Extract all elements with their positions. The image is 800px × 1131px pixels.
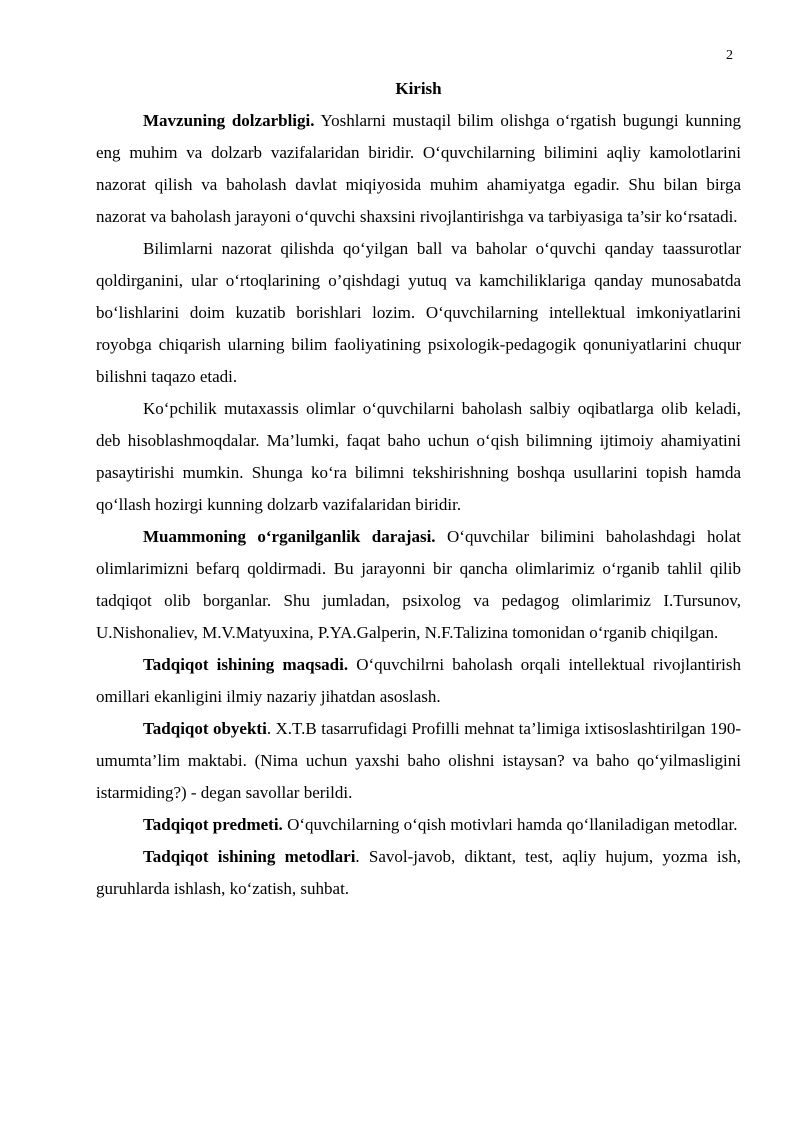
page-number: 2 xyxy=(726,48,733,63)
paragraph-lead: Muammoning o‘rganilganlik darajasi. xyxy=(143,527,436,546)
paragraph-lead: Tadqiqot obyekti xyxy=(143,719,267,738)
paragraph-text: Bilimlarni nazorat qilishda qo‘yilgan ball va baholar o‘quvchi qanday taassurotlar qoldirganini, ular o‘rtoqlarining o’qishdagi yutuq va kamchiliklariga qanday munosabatda bo‘lishlarini doim kuzatib borishlari lozim. O‘quvchilarning intellektual imkoniyatlarini royobga chiqarish ularning bilim faoliyatining psixologik-pedagogik qonuniyatlarini chuqur bilishni taqazo etadi. xyxy=(96,239,741,386)
paragraph-text: O‘quvchilar bilimini baholashdagi holat olimlarimizni befarq qoldirmadi. Bu jarayonni bir qancha olimlarimiz o‘rganib tahlil qilib tadqiqot olib borganlar. Shu jumladan, psixolog va pedagog olimlarimiz I.Tursunov, U.Nishonaliev, M.V.Matyuxina, P.YA.Galperin, N.F.Talizina tomonidan o‘rganib chiqilgan. xyxy=(96,527,741,642)
paragraph-expert-opinion xyxy=(96,393,741,521)
paragraph-research-subject xyxy=(96,809,741,841)
paragraph-lead: Tadqiqot ishining metodlari xyxy=(143,847,356,866)
paragraph-lead: Tadqiqot predmeti. xyxy=(143,815,283,834)
paragraph-lead: Mavzuning dolzarbligi. xyxy=(143,111,315,130)
paragraph-text: O‘quvchilrni baholash orqali intellektual rivojlantirish omillari ekanligini ilmiy nazariy jihatdan asoslash. xyxy=(96,655,741,706)
paragraph-text: Yoshlarni mustaqil bilim olishga o‘rgatish bugungi kunning eng muhim va dolzarb vazifalaridan biridir. O‘quvchilarning bilimini aqliy kamolotlarini nazorat qilish va baholash davlat miqiyosida muhim ahamiyatga egadir. Shu bilan birga nazorat va baholash jarayoni o‘quvchi shaxsini rivojlantirishga va tarbiyasiga ta’sir ko‘rsatadi. xyxy=(96,111,741,226)
paragraph-text: O‘quvchilarning o‘qish motivlari hamda qo‘llaniladigan metodlar. xyxy=(282,815,738,834)
paragraph-problem-study xyxy=(96,521,741,649)
paragraph-knowledge-control xyxy=(96,233,741,393)
paragraph-text: Ko‘pchilik mutaxassis olimlar o‘quvchilarni baholash salbiy oqibatlarga olib keladi, deb hisoblashmoqdalar. Ma’lumki, faqat baho uchun o‘qish bilimning ijtimoiy ahamiyatini pasaytirishi mumkin. Shunga ko‘ra bilimni tekshirishning boshqa usullarini topish hamda qo‘llash hozirgi kunning dolzarb vazifalaridan biridir. xyxy=(96,399,741,514)
paragraph-research-goal xyxy=(96,649,741,713)
paragraph-research-object xyxy=(96,713,741,809)
paragraph-text: . Savol-javob, diktant, test, aqliy hujum, yozma ish, guruhlarda ishlash, ko‘zatish, suhbat. xyxy=(96,847,741,898)
document-body xyxy=(96,73,741,905)
paragraph-lead: Tadqiqot ishining maqsadi. xyxy=(143,655,349,674)
paragraph-relevance xyxy=(96,105,741,233)
paragraph-text: . X.T.B tasarrufidagi Profilli mehnat ta’limiga ixtisoslashtirilgan 190-umumta’lim maktabi. (Nima uchun yaxshi baho olishni istaysan? va baho qo‘yilmasligini istarmiding?) - degan savollar berildi. xyxy=(96,719,741,802)
paragraph-research-methods xyxy=(96,841,741,905)
section-title: Kirish xyxy=(395,79,442,98)
